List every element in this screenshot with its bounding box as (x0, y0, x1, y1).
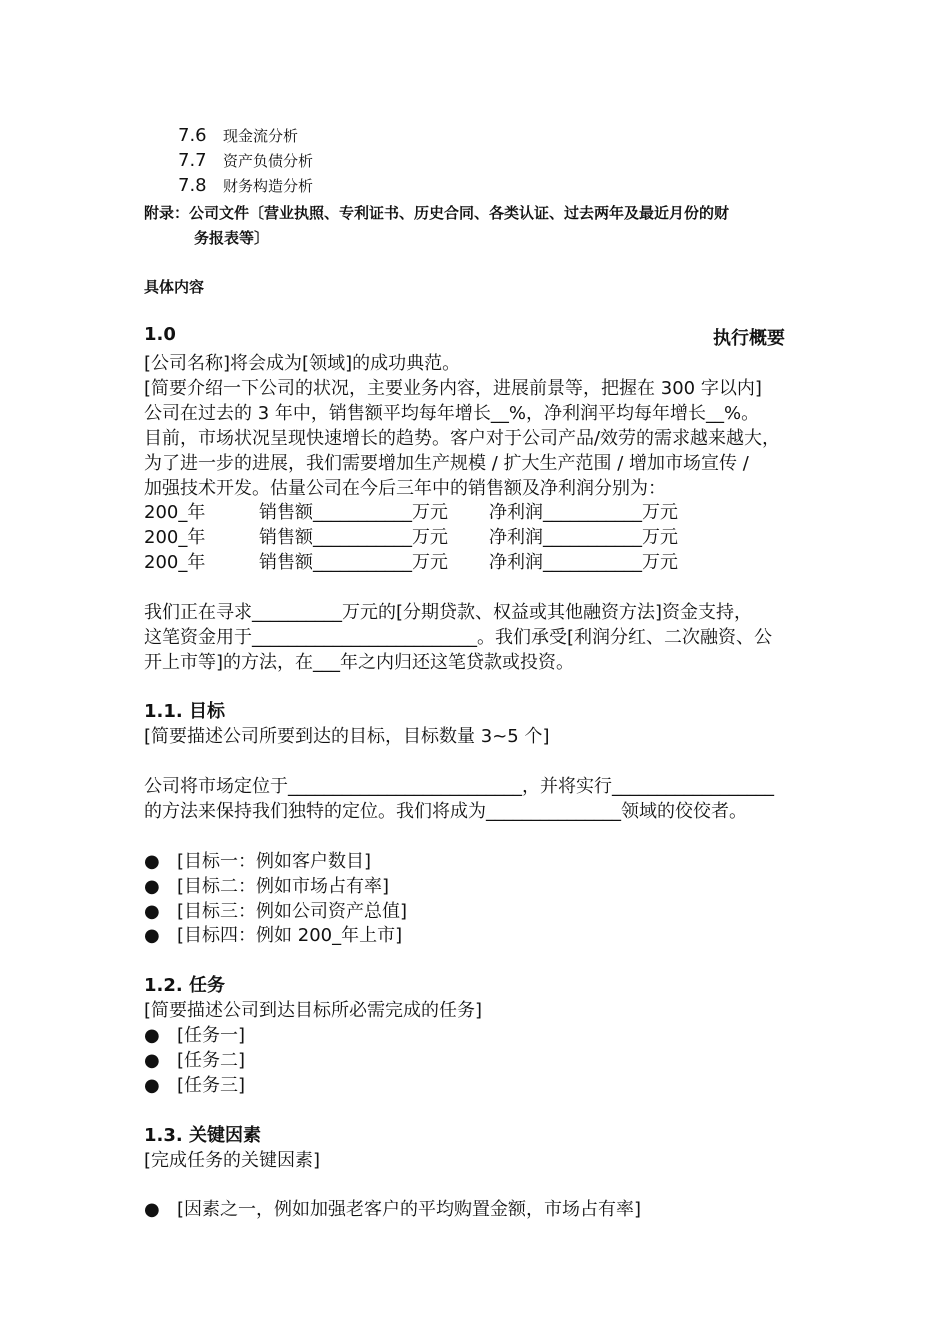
toc-number: 7.7 (178, 150, 207, 171)
forecast-profit: 净利润___________万元 (489, 527, 678, 548)
funding-line: 开上市等]的方法，在___年之内归还这笔贷款或投资。 (144, 652, 575, 673)
toc-number: 7.8 (178, 175, 207, 196)
appendix-note (144, 201, 824, 251)
forecast-profit: 净利润___________万元 (489, 552, 678, 573)
task-item (144, 1021, 245, 1047)
task-text: [任务三] (177, 1075, 246, 1096)
goal-text: [目标二：例如市场占有率] (177, 876, 390, 897)
paragraph-line: 目前，市场状况呈现快速增长的趋势。客户对于公司产品/效劳的需求越来越大， (144, 428, 781, 449)
toc-item (178, 175, 313, 196)
goal-item (144, 872, 389, 898)
section-title: 执行概要 (713, 328, 785, 349)
positioning-line: 公司将市场定位于__________________________，并将实行__________________ (144, 776, 774, 797)
paragraph-line: [公司名称]将会成为[领域]的成功典范。 (144, 353, 461, 374)
bullet-icon: ● (144, 1025, 160, 1046)
toc-label: 财务构造分析 (223, 177, 314, 195)
funding-line: 我们正在寻求__________万元的[分期贷款、权益或其他融资方法]资金支持， (144, 602, 753, 623)
paragraph-line: 加强技术开发。估量公司在今后三年中的销售额及净利润分别为： (144, 478, 666, 499)
task-text: [任务一] (177, 1025, 246, 1046)
forecast-year: 200_年 (144, 552, 206, 573)
bullet-icon: ● (144, 876, 160, 897)
positioning-line: 的方法来保持我们独特的定位。我们将成为_______________领域的佼佼者。 (144, 801, 747, 822)
goal-text: [目标四：例如 200_年上市] (177, 925, 403, 946)
appendix-line-2: 务报表等〕 (194, 229, 270, 247)
forecast-year: 200_年 (144, 527, 206, 548)
goal-text: [目标一：例如客户数目] (177, 851, 372, 872)
bullet-icon: ● (144, 1050, 160, 1071)
forecast-sales: 销售额___________万元 (259, 502, 448, 523)
factors-description: [完成任务的关键因素] (144, 1150, 321, 1171)
forecast-sales: 销售额___________万元 (259, 527, 448, 548)
factor-text: [因素之一，例如加强老客户的平均购置金额，市场占有率] (177, 1199, 642, 1220)
bullet-icon: ● (144, 925, 160, 946)
task-item (144, 1046, 245, 1072)
bullet-icon: ● (144, 1075, 160, 1096)
bullet-icon: ● (144, 901, 160, 922)
factors-heading: 1.3. 关键因素 (144, 1125, 261, 1146)
goal-text: [目标三：例如公司资产总值] (177, 901, 408, 922)
section-number: 1.0 (144, 324, 176, 345)
appendix-line-1: 附录：公司文件〔营业执照、专利证书、历史合同、各类认证、过去两年及最近月份的财 (144, 204, 730, 222)
forecast-year: 200_年 (144, 502, 206, 523)
goals-heading: 1.1. 目标 (144, 701, 225, 722)
task-text: [任务二] (177, 1050, 246, 1071)
tasks-heading: 1.2. 任务 (144, 975, 225, 996)
bullet-icon: ● (144, 1199, 160, 1220)
factor-item (144, 1195, 641, 1221)
paragraph-line: 为了进一步的进展，我们需要增加生产规模 / 扩大生产范围 / 增加市场宣传 / (144, 453, 749, 474)
toc-label: 现金流分析 (223, 127, 299, 145)
toc-item (178, 150, 313, 171)
tasks-description: [简要描述公司到达目标所必需完成的任务] (144, 1000, 483, 1021)
goals-description: [简要描述公司所要到达的目标，目标数量 3~5 个] (144, 726, 550, 747)
goal-item (144, 847, 371, 873)
toc-item (178, 125, 298, 146)
goal-item (144, 921, 402, 947)
forecast-sales: 销售额___________万元 (259, 552, 448, 573)
funding-line: 这笔资金用于_________________________。我们承受[利润分红、二次融资、公 (144, 627, 773, 648)
bullet-icon: ● (144, 851, 160, 872)
paragraph-line: [简要介绍一下公司的状况，主要业务内容，进展前景等，把握在 300 字以内] (144, 378, 762, 399)
paragraph-line: 公司在过去的 3 年中，销售额平均每年增长__%，净利润平均每年增长__%。 (144, 403, 760, 424)
toc-label: 资产负债分析 (223, 152, 314, 170)
forecast-profit: 净利润___________万元 (489, 502, 678, 523)
goal-item (144, 897, 407, 923)
details-heading: 具体内容 (144, 278, 205, 296)
task-item (144, 1071, 245, 1097)
toc-number: 7.6 (178, 125, 207, 146)
